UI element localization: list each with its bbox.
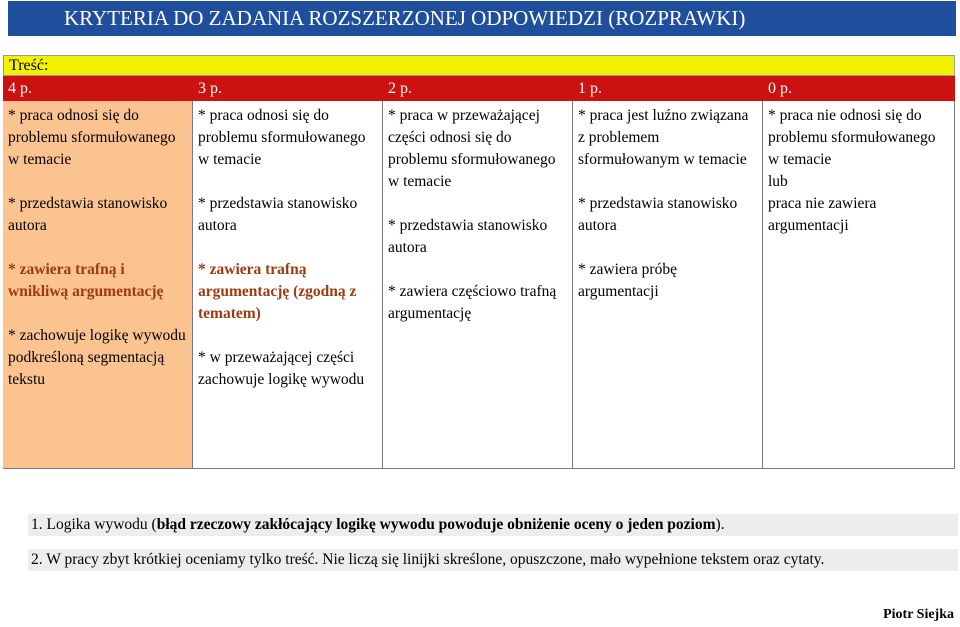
- note-text-end: ).: [715, 516, 725, 533]
- criterion-line: * przedstawia stanowisko autora: [198, 195, 358, 234]
- criterion-line: * w przeważającej części zachowuje logikę wywodu: [198, 349, 365, 388]
- criterion-line: * przedstawia stanowisko autora: [388, 217, 548, 256]
- criterion-line: * praca nie odnosi się do problemu sformułowanego w temacie: [768, 107, 936, 168]
- author-name: Piotr Siejka: [883, 607, 954, 622]
- criterion-line: * zawiera trafną argumentację (zgodną z tematem): [198, 261, 357, 322]
- criterion-line: * praca jest luźno związana z problemem sformułowanym w temacie: [578, 107, 749, 168]
- note-item: [28, 514, 958, 536]
- criteria-cell-4p: [3, 101, 193, 469]
- page-title: KRYTERIA DO ZADANIA ROZSZERZONEJ ODPOWIEDZI (ROZPRAWKI): [8, 1, 956, 36]
- criterion-line: * praca odnosi się do problemu sformułowanego w temacie: [198, 107, 366, 168]
- criterion-line: * zawiera częściowo trafną argumentację: [388, 283, 557, 322]
- criterion-line: lub: [768, 173, 788, 190]
- criteria-table: [3, 76, 955, 469]
- criterion-line: * zawiera trafną i wnikliwą argumentację: [8, 261, 164, 300]
- note-number: 1.: [31, 516, 43, 533]
- criteria-cell-0p: [763, 101, 955, 469]
- score-header: 0 p.: [763, 76, 955, 101]
- criterion-line: * zawiera próbę argumentacji: [578, 261, 677, 300]
- criterion-line: * zachowuje logikę wywodu podkreśloną segmentacją tekstu: [8, 327, 186, 388]
- note-text: Logika wywodu (: [46, 516, 157, 533]
- content-label: Treść:: [3, 55, 955, 76]
- score-header: 3 p.: [193, 76, 383, 101]
- score-header: 2 p.: [383, 76, 573, 101]
- note-text: W pracy zbyt krótkiej oceniamy tylko treść. Nie liczą się linijki skreślone, opuszczone, mało wypełnione tekstem oraz cytaty.: [46, 551, 825, 568]
- criterion-line: * praca w przeważającej części odnosi się do problemu sformułowanego w temacie: [388, 107, 556, 190]
- criterion-line: * przedstawia stanowisko autora: [578, 195, 738, 234]
- criterion-line: * przedstawia stanowisko autora: [8, 195, 168, 234]
- note-item: [28, 549, 958, 571]
- criteria-cell-1p: [573, 101, 763, 469]
- note-number: 2.: [31, 551, 43, 568]
- score-header: 4 p.: [3, 76, 193, 101]
- criteria-cell-2p: [383, 101, 573, 469]
- criteria-cell-3p: [193, 101, 383, 469]
- note-bold-text: błąd rzeczowy zakłócający logikę wywodu powoduje obniżenie oceny o jeden poziom: [156, 516, 716, 533]
- score-header: 1 p.: [573, 76, 763, 101]
- criterion-line: * praca odnosi się do problemu sformułowanego w temacie: [8, 107, 176, 168]
- criterion-line: praca nie zawiera argumentacji: [768, 195, 877, 234]
